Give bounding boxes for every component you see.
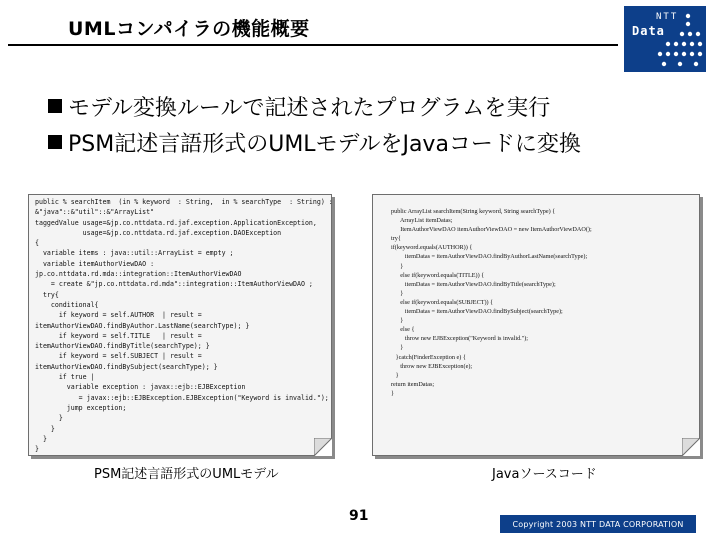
- page-fold-icon: [682, 438, 700, 456]
- page-number: 91: [349, 508, 369, 524]
- bullet-item: [48, 88, 581, 124]
- page-fold-icon: [314, 438, 332, 456]
- psm-model-panel: [28, 194, 332, 456]
- title-underline: [8, 44, 618, 46]
- slide-title: UMLコンパイラの機能概要: [68, 18, 310, 40]
- logo-ntt-text: NTT: [656, 12, 679, 22]
- bullet-list: [48, 88, 581, 160]
- logo-data-text: Data: [632, 24, 665, 38]
- copyright-text: Copyright 2003 NTT DATA CORPORATION: [512, 519, 684, 529]
- java-source-panel: [372, 194, 700, 456]
- bullet-text: モデル変換ルールで記述されたプログラムを実行: [68, 95, 551, 121]
- java-source-caption: Javaソースコード: [492, 467, 597, 482]
- psm-model-caption: PSM記述言語形式のUMLモデル: [94, 467, 279, 482]
- logo-dot-triangle-icon: [624, 6, 706, 72]
- bullet-item: [48, 124, 581, 160]
- bullet-square-icon: [48, 99, 62, 113]
- ntt-data-logo: [624, 6, 706, 72]
- java-source-code: public ArrayList searchItem(String keyword, String searchType) { ArrayList itemDatas; ItemAuthorViewDAO itemAuthorViewDAO = new ItemAuthorViewDAO(); try{ if(keyword.equals(AUTHOR)) { itemDatas = itemAuthorViewDAO.findByAuthorLastName(searchType); } else if(keyword.equals(TITLE)) { itemDatas = itemAuthorViewDAO.findByTitle(searchType); } else if(keyword.equals(SUBJECT)) { itemDatas = itemAuthorViewDAO.findBySubject(searchType); } else { throw new EJBException("Keyword is invalid."); } }catch(FinderException e) { throw new EJBException(e); } return itemDatas; }: [391, 208, 592, 397]
- bullet-text: PSM記述言語形式のUMLモデルをJavaコードに変換: [68, 131, 581, 157]
- bullet-square-icon: [48, 135, 62, 149]
- psm-model-code: public % searchItem (in % keyword : String, in % searchType : String) : &"java"::&"util"::&"ArrayList" taggedValue usage=&jp.co.nttdata.rd.jaf.exception.ApplicationException, usage=&jp.co.nttdata.rd.jaf.exception.DAOException { variable items : java::util::ArrayList = empty ; variable itemAuthorViewDAO : jp.co.nttdata.rd.mda::integration::ItemAuthorViewDAO = create &"jp.co.nttdata.rd.mda"::integration::ItemAuthorViewDAO ; try{ conditional{ if keyword = self.AUTHOR | result = itemAuthorViewDAO.findByAuthor.LastName(searchType); } if keyword = self.TITLE | result = itemAuthorViewDAO.findByTitle(searchType); } if keyword = self.SUBJECT | result = itemAuthorViewDAO.findBySubject(searchType); } if true | variable exception : javax::ejb::EJBException = javax::ejb::EJBException.EJBException("Keyword is invalid."); jump exception; } } } }: [35, 198, 333, 454]
- copyright-bar: [500, 515, 696, 533]
